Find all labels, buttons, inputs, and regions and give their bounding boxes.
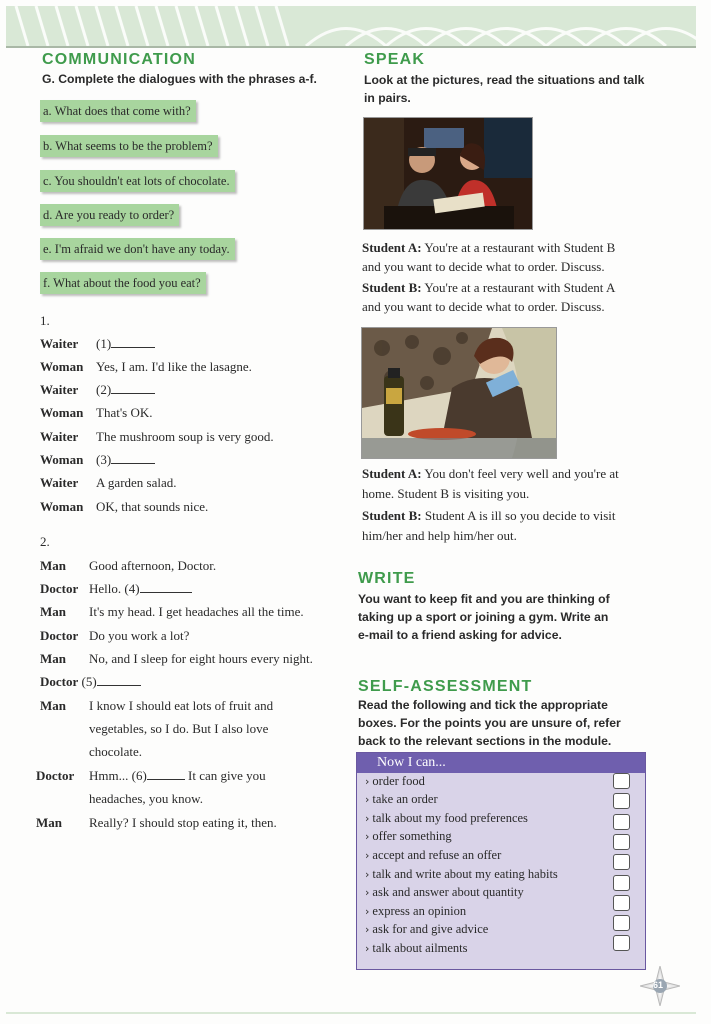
ill-person-photo — [361, 327, 557, 459]
restaurant-photo — [363, 117, 533, 230]
can-do-item: › talk about ailments — [365, 941, 468, 955]
write-heading: WRITE — [358, 570, 416, 587]
tick-box-express-opinion[interactable] — [613, 915, 630, 931]
tick-box-eating-habits[interactable] — [613, 875, 630, 891]
self-assessment-line-3: back to the relevant sections in the module. — [358, 734, 612, 748]
chevron-right-icon: › — [365, 793, 370, 806]
top-decorative-band — [6, 6, 696, 46]
write-line-1: You want to keep fit and you are thinking of — [358, 592, 610, 606]
bottom-rule — [6, 1012, 696, 1014]
band-underline — [6, 46, 696, 48]
write-line-2: taking up a sport or joining a gym. Write an — [358, 610, 609, 624]
speak-situation-1-student-a: Student A: You're at a restaurant with Student B and you want to decide what to order. Discuss. — [362, 240, 616, 274]
self-assessment-line-1: Read the following and tick the appropriate — [358, 698, 608, 712]
chevron-right-icon: › — [365, 886, 370, 899]
can-do-item: › ask and answer about quantity — [365, 885, 524, 899]
speak-situation-2-student-b: Student B: Student A is ill so you decide to visit him/her and help him/her out. — [362, 508, 616, 543]
answer-blank-6 — [147, 769, 185, 780]
page-number-badge — [640, 966, 680, 1006]
chevron-right-icon: › — [365, 905, 370, 918]
phrase-a: a. What does that come with? — [40, 100, 196, 122]
dialogue-2-number: 2. — [40, 534, 50, 549]
speak-section — [358, 50, 658, 750]
chevron-right-icon: › — [365, 812, 370, 825]
chevron-right-icon: › — [365, 923, 370, 936]
tick-box-take-an-order[interactable] — [613, 793, 630, 809]
sick-scene-illustration — [362, 328, 556, 458]
page-number: 61 — [653, 980, 664, 990]
chevron-right-icon: › — [365, 942, 370, 955]
band-pattern — [6, 6, 696, 46]
tick-box-advice[interactable] — [613, 935, 630, 951]
tick-box-order-food[interactable] — [613, 773, 630, 789]
can-do-item: › take an order — [365, 792, 438, 806]
tick-box-accept-refuse-offer[interactable] — [613, 854, 630, 870]
tick-box-food-preferences[interactable] — [613, 814, 630, 830]
restaurant-scene-illustration — [364, 118, 532, 229]
communication-instruction: G. Complete the dialogues with the phrases a-f. — [42, 72, 317, 86]
phrase-c: c. You shouldn't eat lots of chocolate. — [40, 170, 235, 192]
answer-blank-2 — [111, 383, 155, 394]
self-assessment-box — [356, 752, 646, 970]
phrase-f: f. What about the food you eat? — [40, 272, 206, 294]
tick-box-quantity[interactable] — [613, 895, 630, 911]
can-do-item: › talk about my food preferences — [365, 811, 528, 825]
speak-instruction-line-2: in pairs. — [364, 91, 411, 105]
chevron-right-icon: › — [365, 868, 370, 881]
tick-box-offer-something[interactable] — [613, 834, 630, 850]
chevron-right-icon: › — [365, 830, 370, 843]
can-do-item: › ask for and give advice — [365, 922, 489, 936]
answer-blank-3 — [111, 453, 155, 464]
speak-situation-2-student-a: Student A: You don't feel very well and you're at home. Student B is visiting you. — [362, 466, 619, 501]
speak-heading: SPEAK — [364, 51, 426, 68]
phrase-b: b. What seems to be the problem? — [40, 135, 218, 157]
can-do-item: › accept and refuse an offer — [365, 848, 502, 862]
speak-situation-1-student-b: Student B: You're at a restaurant with Student A and you want to decide what to order. Discuss. — [362, 280, 616, 314]
answer-blank-5 — [97, 675, 141, 686]
self-assessment-heading: SELF-ASSESSMENT — [358, 678, 533, 695]
answer-blank-1 — [111, 337, 155, 348]
can-do-item: › express an opinion — [365, 904, 467, 918]
communication-section: COMMUNICATION G. Complete the dialogues with the phrases a-f. a. What does that come with? b. What seems to be the problem? c. You shouldn't eat lots of chocolate. d. Are you ready to order? e. I'm afraid we don't have any today. f. What about the food you eat? 1. Waiter (1) Woman Yes, I am. I'd like the lasagne. Waiter (2) Woman That's OK. Waiter The mushroom soup is very good. Woman (3) Waiter A garden salad. Woman OK, that sounds nice. 2. Man Good afternoon, Doctor. Doctor Hello. (4) Man It's my head. I get headaches all the time. Doctor Do you work a lot? Man No, and I sleep for eight hours every night. Doctor (5) Man I know I should eat lots of fruit and vegetables, so I do. But I also love chocolate. Doctor Hmm... (6) It can give you headaches, you know. Man Really? I should stop eating it, then. — [36, 51, 317, 830]
can-do-item: › talk and write about my eating habits — [365, 867, 558, 881]
chevron-right-icon: › — [365, 775, 370, 788]
write-line-3: e-mail to a friend asking for advice. — [358, 628, 562, 642]
phrase-e: e. I'm afraid we don't have any today. — [40, 238, 235, 260]
chevron-right-icon: › — [365, 849, 370, 862]
speak-instruction-line-1: Look at the pictures, read the situations and talk — [364, 73, 645, 87]
can-do-item: › order food — [365, 774, 425, 788]
can-do-item: › offer something — [365, 829, 452, 843]
phrase-d: d. Are you ready to order? — [40, 204, 179, 226]
dialogue-1-number: 1. — [40, 313, 50, 328]
communication-heading: COMMUNICATION — [42, 51, 196, 68]
answer-blank-4 — [140, 582, 192, 593]
self-assessment-line-2: boxes. For the points you are unsure of, refer — [358, 716, 621, 730]
self-assessment-box-title: Now I can... — [357, 753, 645, 773]
